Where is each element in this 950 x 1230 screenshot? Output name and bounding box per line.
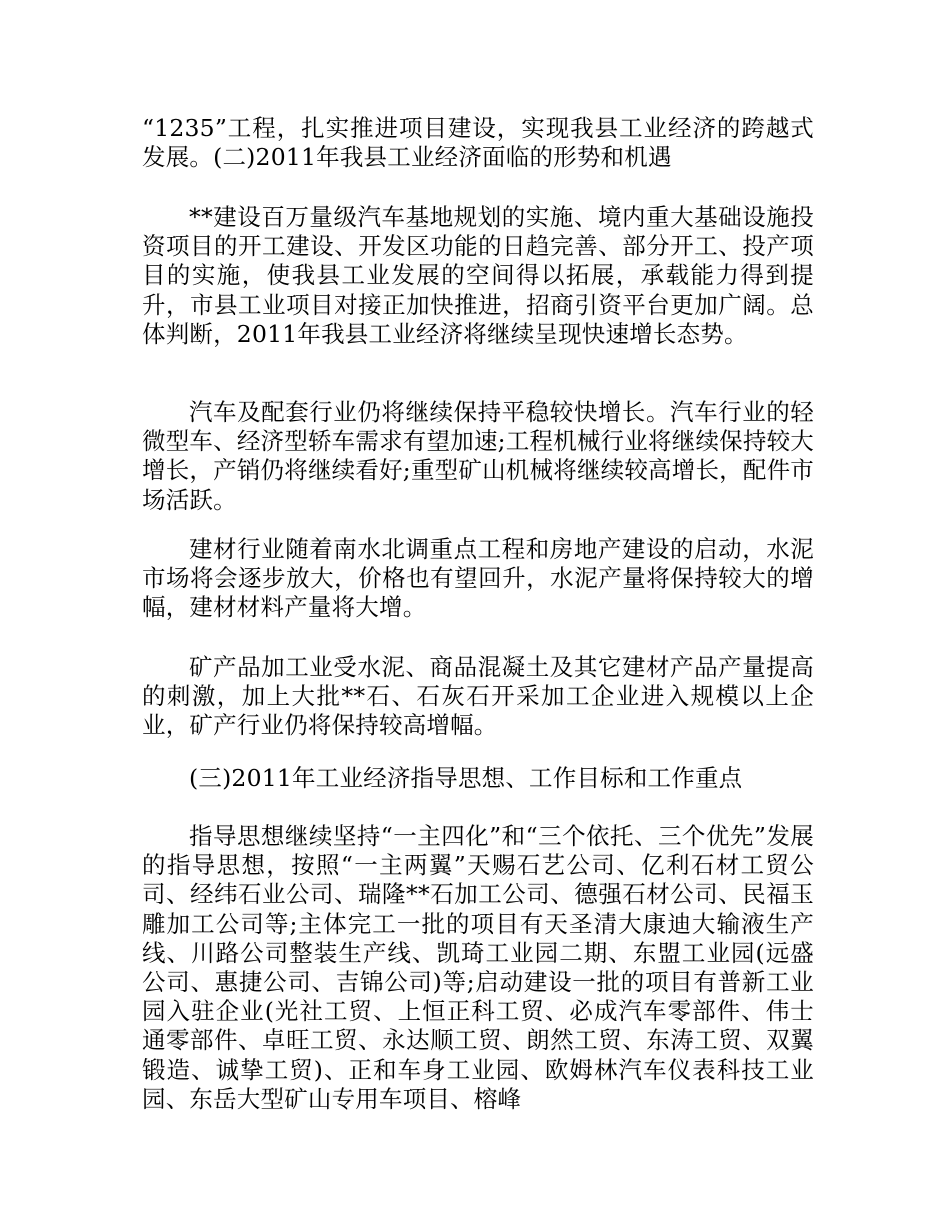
paragraph-building-materials: 建材行业随着南水北调重点工程和房地产建设的启动，水泥市场将会逐步放大，价格也有望回升，水泥产量将保持较大的增幅，建材材料产量将大增。 xyxy=(142,535,814,622)
paragraph-mineral-products: 矿产品加工业受水泥、商品混凝土及其它建材产品产量提高的刺激，加上大批**石、石灰石开采加工企业进入规模以上企业，矿产行业仍将保持较高增幅。 xyxy=(142,653,814,740)
paragraph-situation: **建设百万量级汽车基地规划的实施、境内重大基础设施投资项目的开工建设、开发区功能的日趋完善、部分开工、投产项目的实施，使我县工业发展的空间得以拓展，承载能力得到提升，市县工业项目对接正加快推进，招商引资平台更加广阔。总体判断，2011年我县工业经济将继续呈现快速增长态势。 xyxy=(142,203,814,348)
paragraph-intro: “1235”工程，扎实推进项目建设，实现我县工业经济的跨越式发展。(二)2011年我县工业经济面临的形势和机遇 xyxy=(142,114,814,172)
paragraph-auto-industry: 汽车及配套行业仍将继续保持平稳较快增长。汽车行业的轻微型车、经济型轿车需求有望加速;工程机械行业将继续保持较大增长，产销仍将继续看好;重型矿山机械将继续较高增长，配件市场活跃。 xyxy=(142,398,814,514)
paragraph-guiding-thought: 指导思想继续坚持“一主四化”和“三个依托、三个优先”发展的指导思想，按照“一主两翼”天赐石艺公司、亿利石材工贸公司、经纬石业公司、瑞隆**石加工公司、德强石材公司、民福玉雕加工公司等;主体完工一批的项目有天圣清大康迪大输液生产线、川路公司整装生产线、凯琦工业园二期、东盟工业园(远盛公司、惠捷公司、吉锦公司)等;启动建设一批的项目有普新工业园入驻企业(光社工贸、上恒正科工贸、必成汽车零部件、伟士通零部件、卓旺工贸、永达顺工贸、朗然工贸、东涛工贸、双翼锻造、诚挚工贸)、正和车身工业园、欧姆林汽车仪表科技工业园、东岳大型矿山专用车项目、榕峰 xyxy=(142,822,814,1113)
section-heading: (三)2011年工业经济指导思想、工作目标和工作重点 xyxy=(189,764,743,792)
